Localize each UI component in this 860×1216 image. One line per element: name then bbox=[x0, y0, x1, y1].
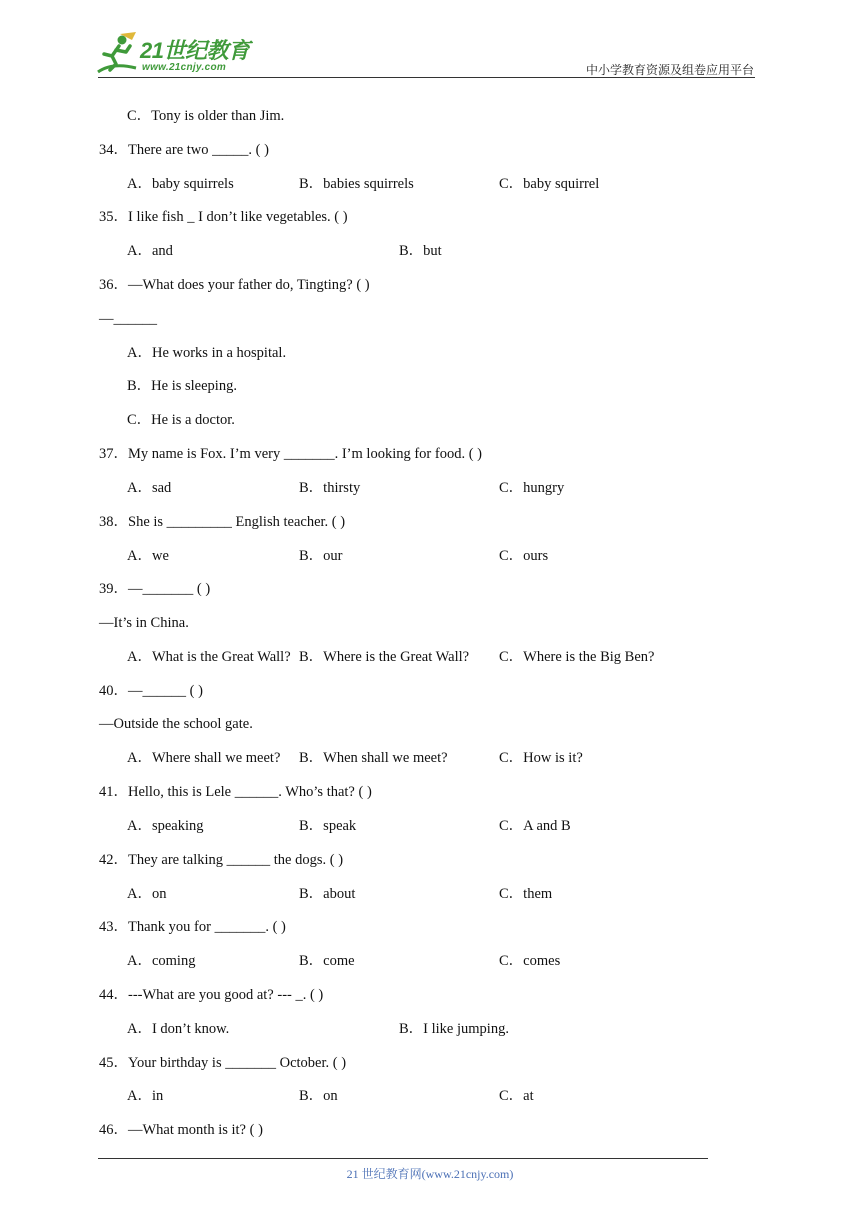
option-a: A．baby squirrels bbox=[127, 176, 234, 192]
option-a: A．and bbox=[127, 243, 173, 259]
question-35: 35．I like fish _ I don’t like vegetables. ( ) bbox=[99, 209, 348, 225]
option-b: B．but bbox=[399, 243, 442, 259]
option-c: C．Tony is older than Jim. bbox=[127, 108, 285, 124]
header-platform-text: 中小学教育资源及组卷应用平台 bbox=[585, 63, 754, 77]
option-a: A．He works in a hospital. bbox=[127, 345, 287, 361]
option-c: C．He is a doctor. bbox=[127, 412, 235, 428]
response-line: —It’s in China. bbox=[99, 615, 189, 631]
option-b: B．come bbox=[299, 953, 355, 969]
option-a: A．on bbox=[127, 886, 167, 902]
site-logo bbox=[92, 32, 267, 80]
option-c: C．comes bbox=[499, 953, 561, 969]
option-b: B．babies squirrels bbox=[299, 176, 414, 192]
option-c: C．at bbox=[499, 1088, 534, 1104]
option-b: B．our bbox=[299, 548, 343, 564]
option-b: B．thirsty bbox=[299, 480, 361, 496]
response-line: —______ bbox=[99, 311, 157, 327]
option-a: A．sad bbox=[127, 480, 172, 496]
option-c: C．A and B bbox=[499, 818, 571, 834]
option-b: B．on bbox=[299, 1088, 338, 1104]
option-b: B．about bbox=[299, 886, 356, 902]
question-36: 36．—What does your father do, Tingting? ( ) bbox=[99, 277, 370, 293]
runner-logo-icon bbox=[92, 32, 140, 78]
option-c: C．them bbox=[499, 886, 553, 902]
option-b: B．speak bbox=[299, 818, 357, 834]
question-42: 42．They are talking ______ the dogs. ( ) bbox=[99, 852, 344, 868]
option-a: A．we bbox=[127, 548, 169, 564]
option-a: A．Where shall we meet? bbox=[127, 750, 281, 766]
question-40: 40．—______ ( ) bbox=[99, 683, 203, 699]
option-c: C．Where is the Big Ben? bbox=[499, 649, 655, 665]
option-c: C．baby squirrel bbox=[499, 176, 600, 192]
header-divider bbox=[98, 77, 755, 78]
option-b: B．Where is the Great Wall? bbox=[299, 649, 470, 665]
question-43: 43．Thank you for _______. ( ) bbox=[99, 919, 286, 935]
option-a: A．in bbox=[127, 1088, 164, 1104]
option-c: C．ours bbox=[499, 548, 549, 564]
option-a: A．What is the Great Wall? bbox=[127, 649, 291, 665]
option-b: B．I like jumping. bbox=[399, 1021, 509, 1037]
question-44: 44．---What are you good at? --- _. ( ) bbox=[99, 987, 324, 1003]
option-b: B．When shall we meet? bbox=[299, 750, 448, 766]
footer-divider bbox=[98, 1158, 708, 1159]
logo-text: 21世纪教育 bbox=[140, 38, 250, 63]
option-a: A．speaking bbox=[127, 818, 204, 834]
option-a: A．coming bbox=[127, 953, 196, 969]
question-34: 34．There are two _____. ( ) bbox=[99, 142, 269, 158]
option-c: C．How is it? bbox=[499, 750, 583, 766]
question-38: 38．She is _________ English teacher. ( ) bbox=[99, 514, 346, 530]
logo-url: www.21cnjy.com bbox=[142, 62, 227, 73]
page-header bbox=[0, 0, 860, 90]
response-line: —Outside the school gate. bbox=[99, 716, 253, 732]
footer-link[interactable]: 21 世纪教育网(www.21cnjy.com) bbox=[346, 1167, 514, 1181]
question-41: 41．Hello, this is Lele ______. Who’s that? ( ) bbox=[99, 784, 372, 800]
footer-source bbox=[0, 1165, 860, 1182]
question-46: 46．—What month is it? ( ) bbox=[99, 1122, 263, 1138]
question-37: 37．My name is Fox. I’m very _______. I’m looking for food. ( ) bbox=[99, 446, 482, 462]
option-c: C．hungry bbox=[499, 480, 565, 496]
question-39: 39．—_______ ( ) bbox=[99, 581, 211, 597]
option-b: B．He is sleeping. bbox=[127, 378, 237, 394]
option-a: A．I don’t know. bbox=[127, 1021, 230, 1037]
question-45: 45．Your birthday is _______ October. ( ) bbox=[99, 1055, 347, 1071]
